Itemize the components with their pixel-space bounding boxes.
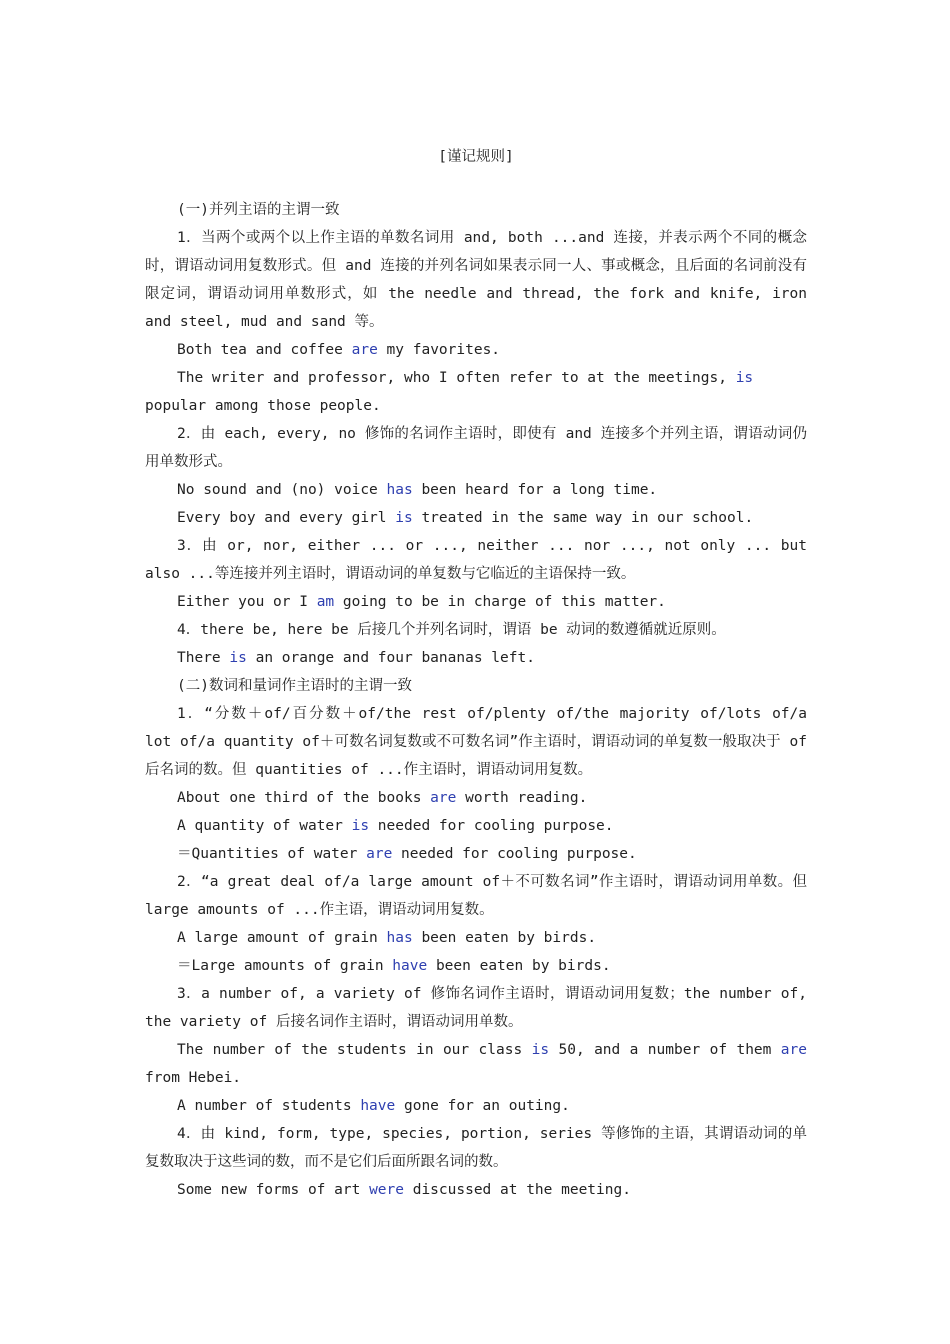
example-sentence: The number of the students in our class is 50, and a number of them are from Hebei. <box>145 1042 807 1086</box>
section1-heading: (一)并列主语的主谓一致 <box>177 202 340 218</box>
section1-rule3: 3．由 or, nor, either ... or ..., neither ... nor ..., not only ... but also ...等连接并列主语时，谓语动词的单复数与它临近的主语保持一致。 <box>145 538 807 582</box>
verb-highlight: has <box>386 930 413 946</box>
section2-rule2: 2．“a great deal of/a large amount of＋不可数名词”作主语时，谓语动词用单数。但 large amounts of ...作主语，谓语动词用复数。 <box>145 874 807 918</box>
section2-rule1: 1．“分数＋of/百分数＋of/the rest of/plenty of/the majority of/lots of/a lot of/a quantity of＋可数名词复数或不可数名词”作主语时，谓语动词的单复数一般取决于 of 后名词的数。但 quantities of ...作主语时，谓语动词用复数。 <box>145 706 807 778</box>
section1-rule4: 4．there be, here be 后接几个并列名词时，谓语 be 动词的数遵循就近原则。 <box>177 622 726 638</box>
verb-highlight: are <box>366 846 393 862</box>
verb-highlight: is <box>735 370 754 386</box>
verb-highlight: is <box>531 1042 550 1058</box>
example-sentence: About one third of the books are worth reading. <box>177 790 588 806</box>
example-sentence: Some new forms of art were discussed at the meeting. <box>177 1182 631 1198</box>
document-page <box>145 143 807 1204</box>
example-sentence: Every boy and every girl is treated in the same way in our school. <box>177 510 754 526</box>
verb-highlight: is <box>229 650 247 666</box>
verb-highlight: is <box>351 818 370 834</box>
verb-highlight: have <box>392 958 428 974</box>
verb-highlight: have <box>360 1098 396 1114</box>
section2-rule4: 4．由 kind, form, type, species, portion, series 等修饰的主语，其谓语动词的单复数取决于这些词的数，而不是它们后面所跟名词的数。 <box>145 1126 807 1170</box>
verb-highlight: are <box>430 790 457 806</box>
example-sentence: No sound and (no) voice has been heard for a long time. <box>177 482 658 498</box>
example-sentence: A quantity of water is needed for cooling purpose. <box>177 818 614 834</box>
section1-rule1: 1．当两个或两个以上作主语的单数名词用 and, both ...and 连接，并表示两个不同的概念时，谓语动词用复数形式。但 and 连接的并列名词如果表示同一人、事或概念，且后面的名词前没有限定词，谓语动词用单数形式，如 the needle and thread, the fork and knife, iron and steel, mud and sand 等。 <box>145 230 807 330</box>
example-sentence: Either you or I am going to be in charge of this matter. <box>177 594 666 610</box>
verb-highlight: has <box>386 482 413 498</box>
verb-highlight: is <box>395 510 413 526</box>
verb-highlight: are <box>351 342 378 358</box>
example-sentence: There is an orange and four bananas left. <box>177 650 535 666</box>
page-title: [谨记规则] <box>438 149 514 165</box>
example-sentence: The writer and professor, who I often refer to at the meetings, is popular among those people. <box>145 370 754 414</box>
example-sentence: A number of students have gone for an outing. <box>177 1098 570 1114</box>
section2-heading: (二)数词和量词作主语时的主谓一致 <box>177 678 412 694</box>
verb-highlight: were <box>369 1182 404 1198</box>
example-sentence: ＝Large amounts of grain have been eaten by birds. <box>177 958 611 974</box>
verb-highlight: are <box>780 1042 807 1058</box>
example-sentence: ＝Quantities of water are needed for cooling purpose. <box>177 846 637 862</box>
section1-rule2: 2．由 each, every, no 修饰的名词作主语时，即使有 and 连接多个并列主语，谓语动词仍用单数形式。 <box>145 426 807 470</box>
verb-highlight: am <box>316 594 335 610</box>
example-sentence: Both tea and coffee are my favorites. <box>177 342 501 358</box>
section2-rule3: 3．a number of, a variety of 修饰名词作主语时，谓语动词用复数；the number of, the variety of 后接名词作主语时，谓语动词用单数。 <box>145 986 807 1030</box>
example-sentence: A large amount of grain has been eaten by birds. <box>177 930 597 946</box>
